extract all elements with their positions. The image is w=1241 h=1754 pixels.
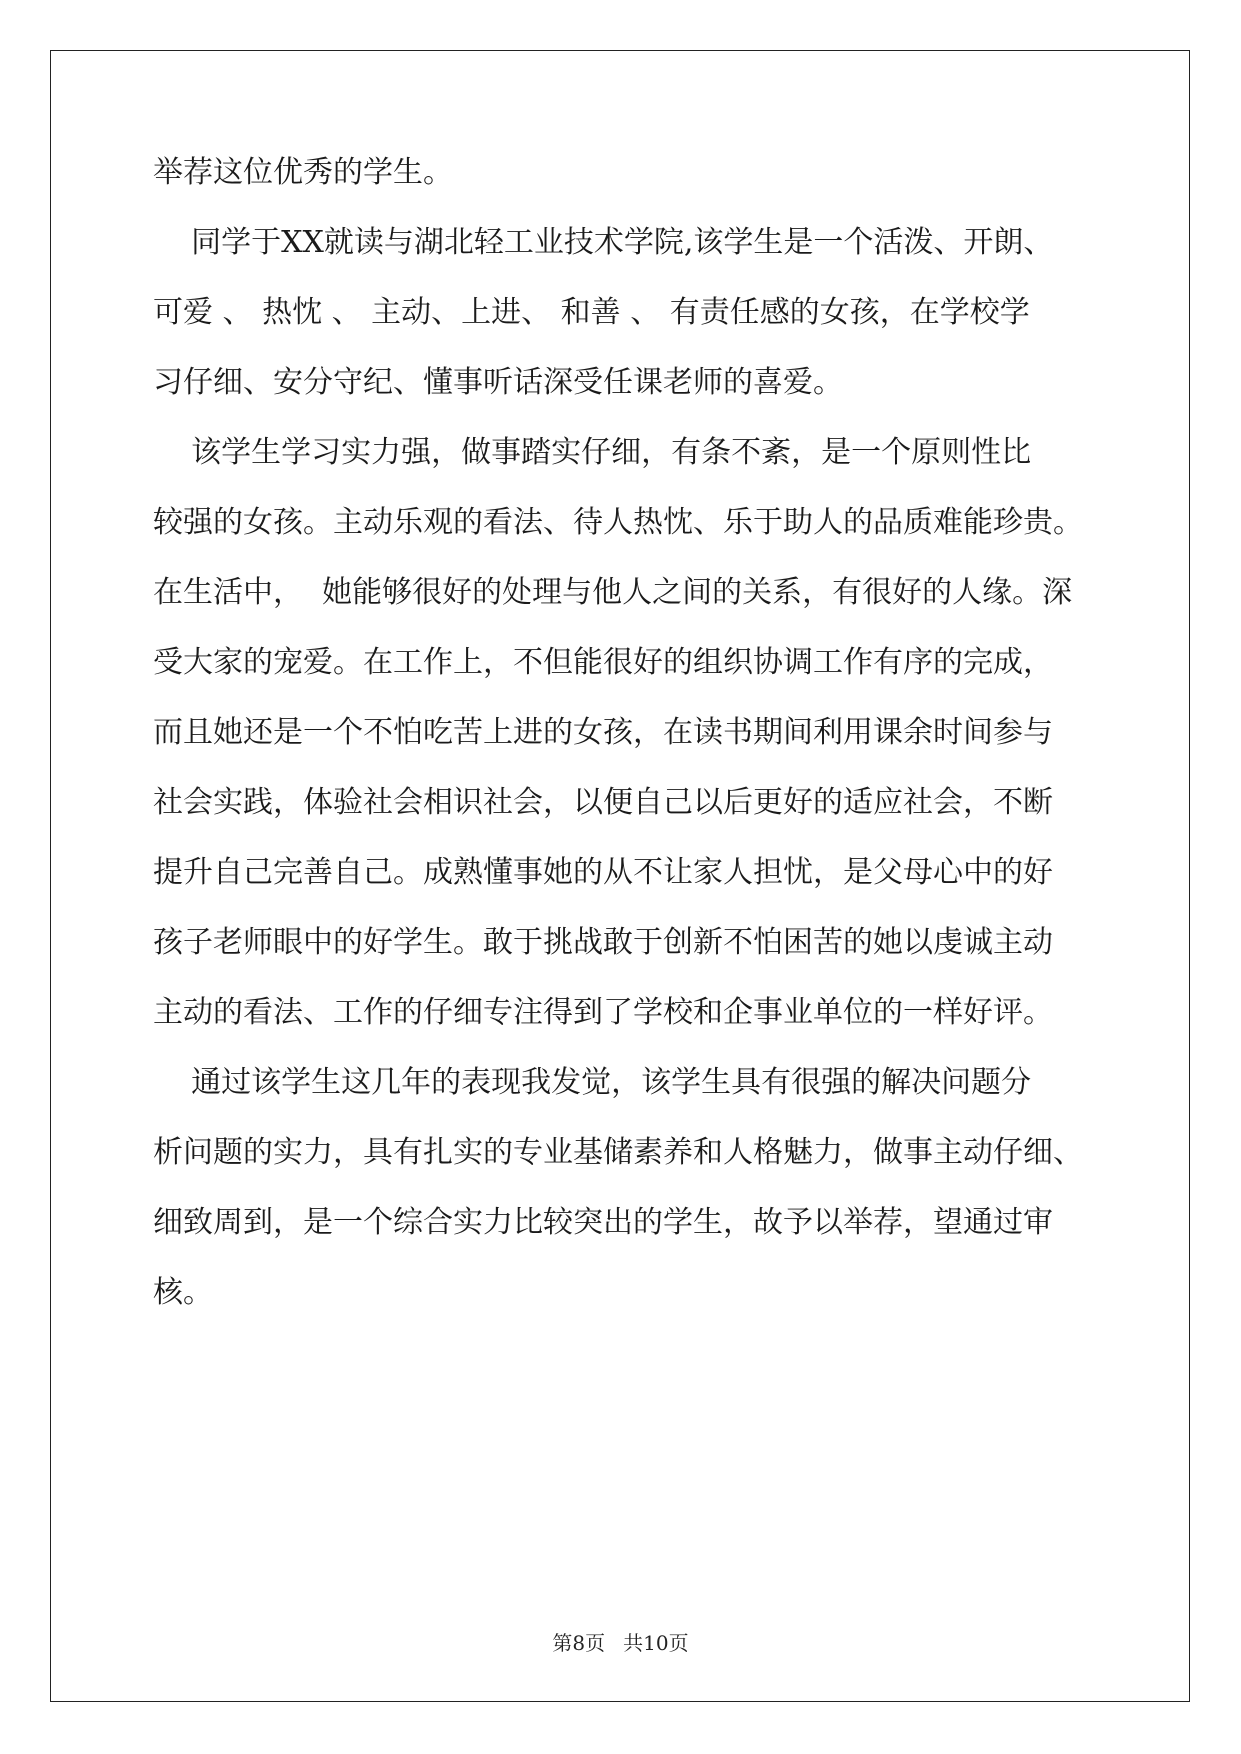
text-line-12: 孩子老师眼中的好学生。敢于挑战敢于创新不怕困苦的她以虔诚主动	[153, 925, 1053, 960]
text-line-17: 核。	[153, 1275, 213, 1310]
text-line-15: 析问题的实力，具有扎实的专业基储素养和人格魅力，做事主动仔细、	[153, 1135, 1083, 1170]
text-line-6: 较强的女孩。主动乐观的看法、待人热忱、乐于助人的品质难能珍贵。	[153, 505, 1083, 540]
text-line-4: 习仔细、安分守纪、懂事听话深受任课老师的喜爱。	[153, 365, 843, 400]
page-footer	[0, 1630, 1241, 1656]
text-line-7: 在生活中， 她能够很好的处理与他人之间的关系，有很好的人缘。深	[153, 575, 1073, 610]
text-line-11: 提升自己完善自己。成熟懂事她的从不让家人担忧，是父母心中的好	[153, 855, 1053, 890]
text-line-9: 而且她还是一个不怕吃苦上进的女孩，在读书期间利用课余时间参与	[153, 715, 1053, 750]
text-line-14: 通过该学生这几年的表现我发觉，该学生具有很强的解决问题分	[153, 1065, 1032, 1100]
text-line-1: 举荐这位优秀的学生。	[153, 155, 453, 190]
text-line-10: 社会实践，体验社会相识社会，以便自己以后更好的适应社会，不断	[153, 785, 1053, 820]
text-line-16: 细致周到，是一个综合实力比较突出的学生，故予以举荐，望通过审	[153, 1205, 1053, 1240]
text-line-3: 可爱 、 热忱 、 主动、上进、 和善 、 有责任感的女孩，在学校学	[153, 295, 1030, 330]
text-line-8: 受大家的宠爱。在工作上，不但能很好的组织协调工作有序的完成，	[153, 645, 1053, 680]
page-total: 共10页	[623, 1631, 689, 1655]
text-line-2: 同学于XX就读与湖北轻工业技术学院,该学生是一个活泼、开朗、	[153, 225, 1054, 260]
page-number: 第8页	[552, 1631, 606, 1655]
text-line-5: 该学生学习实力强，做事踏实仔细，有条不紊，是一个原则性比	[153, 435, 1032, 470]
text-line-13: 主动的看法、工作的仔细专注得到了学校和企事业单位的一样好评。	[153, 995, 1053, 1030]
